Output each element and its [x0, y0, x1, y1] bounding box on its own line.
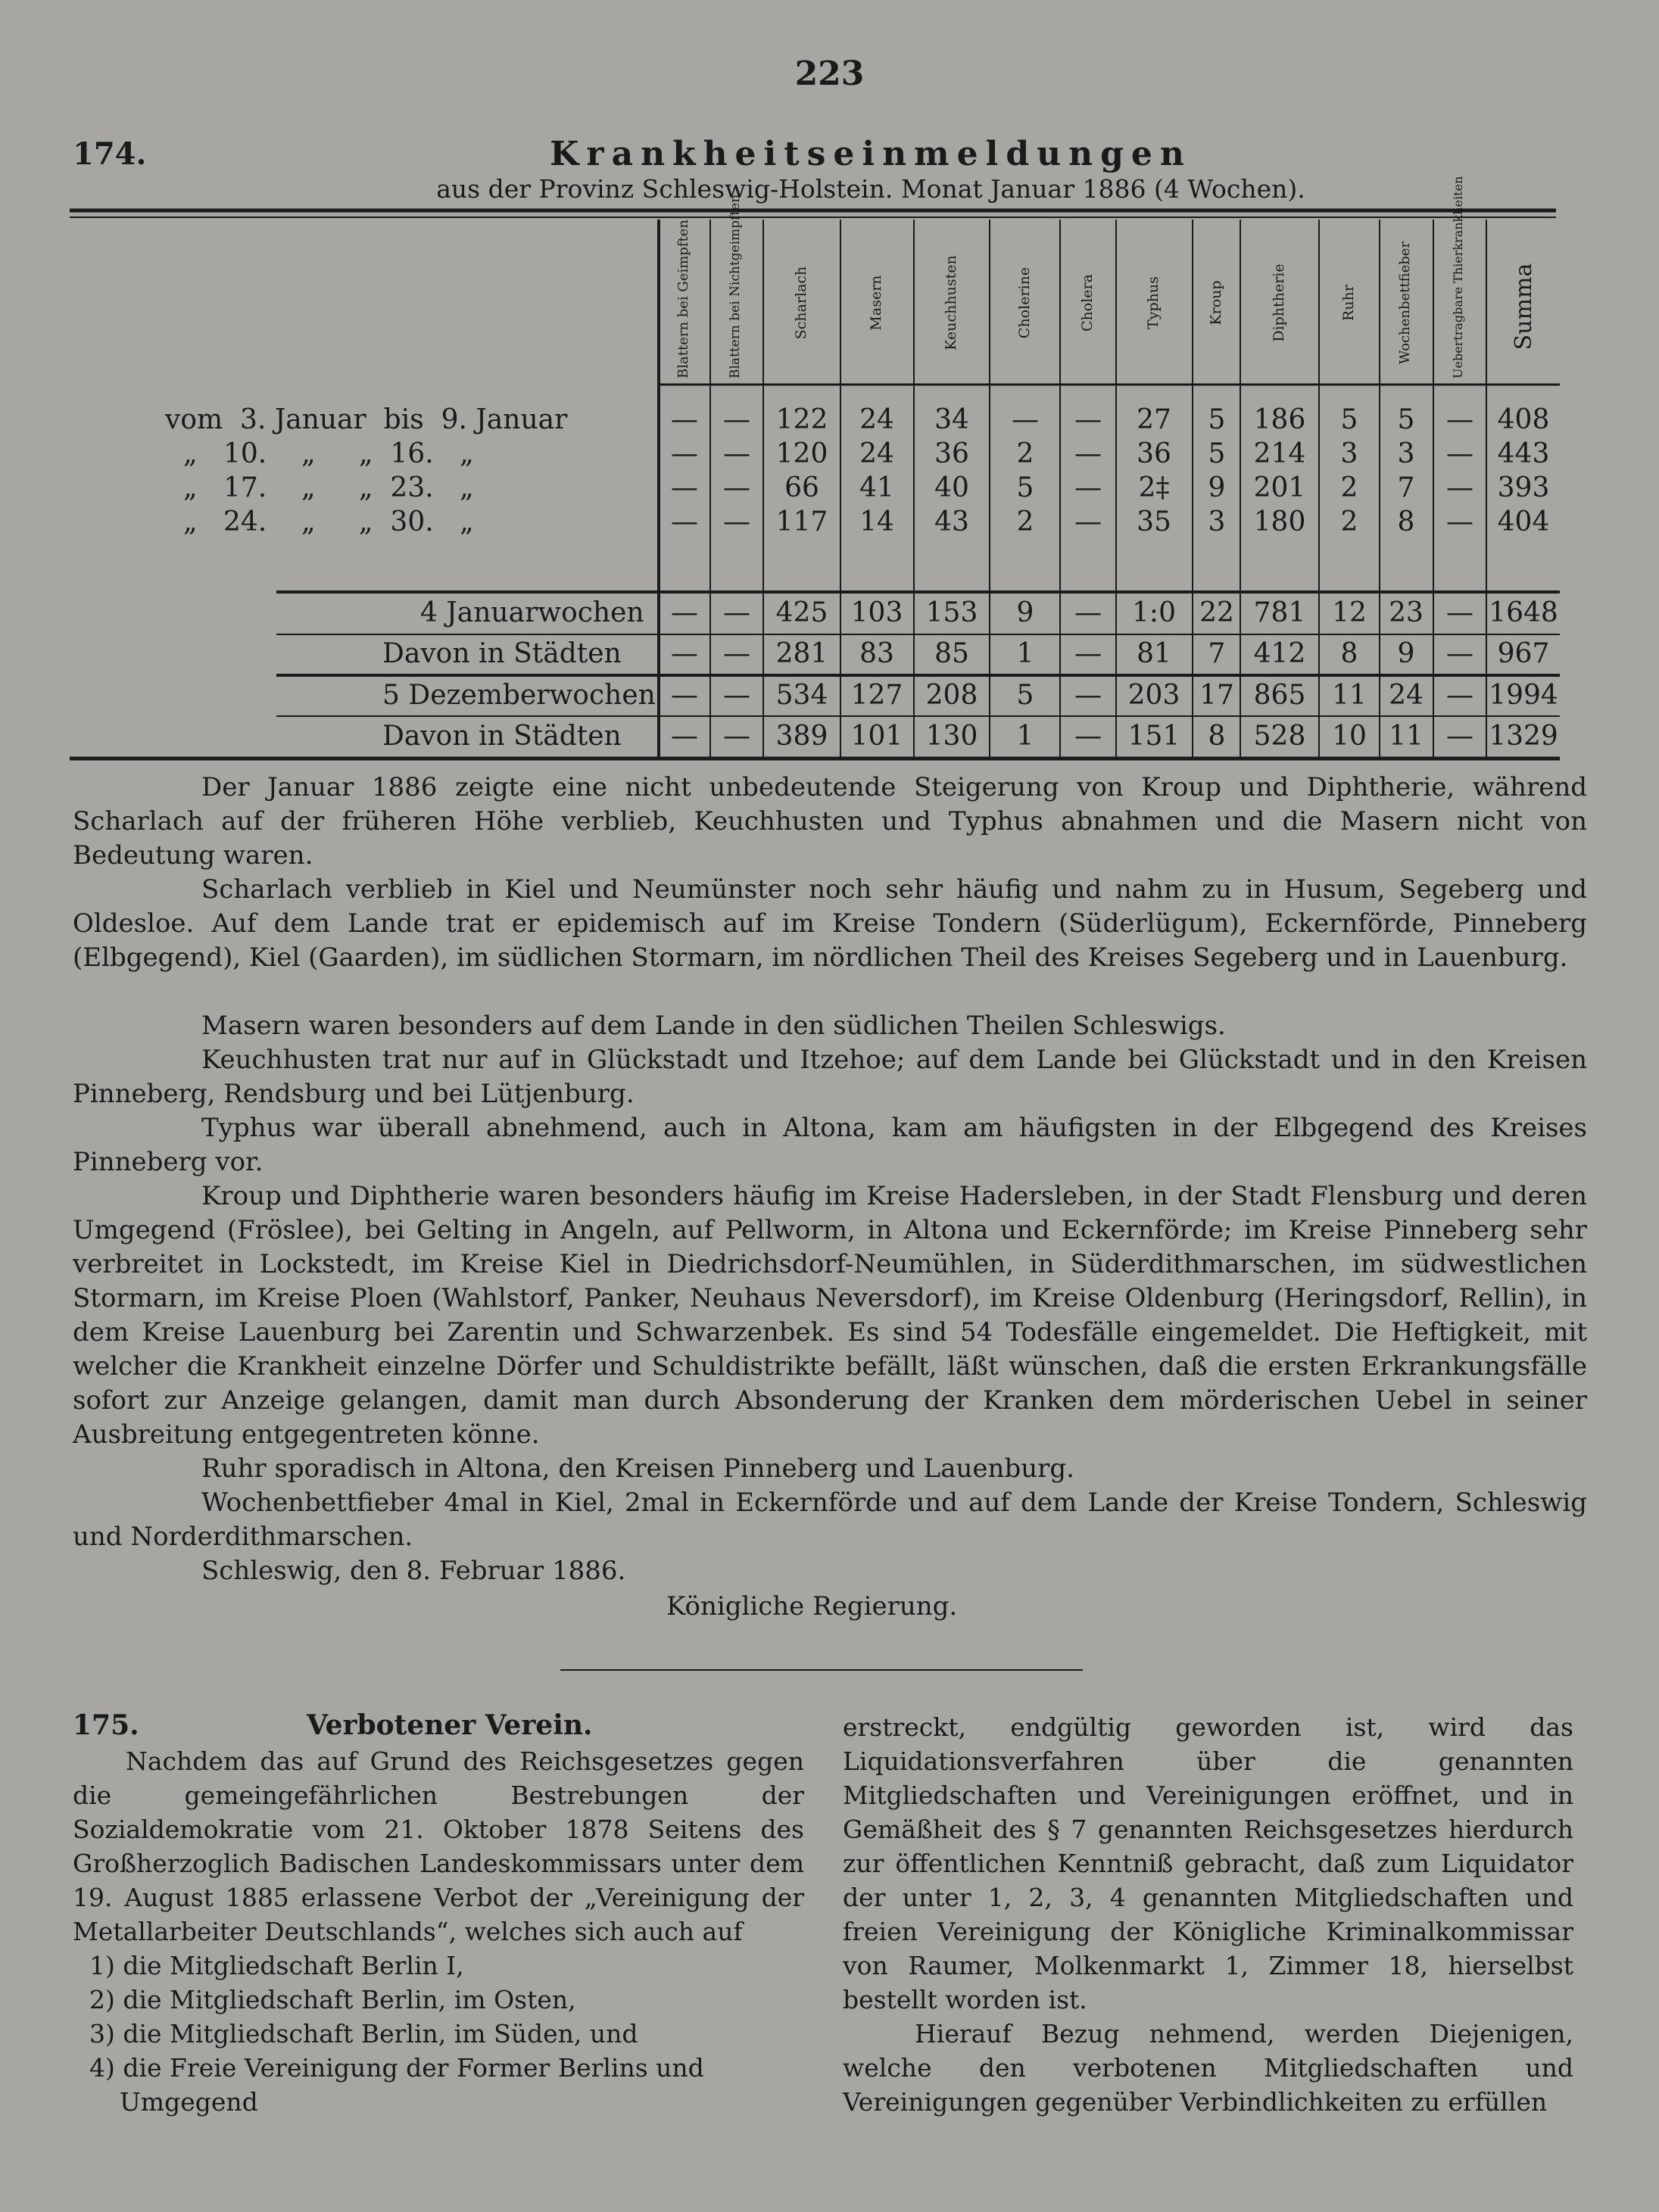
- table-cell: 2‡: [1138, 472, 1170, 503]
- table-cell: 17: [1199, 680, 1234, 711]
- list-item: 2) die Mitgliedschaft Berlin, im Osten,: [89, 1985, 576, 2014]
- table-cell: —: [1074, 506, 1102, 537]
- table-cell: 7: [1208, 638, 1226, 669]
- table-cell: —: [723, 721, 750, 752]
- table-cell: —: [1074, 404, 1102, 435]
- section-number-175: 175.: [73, 1709, 139, 1741]
- table-cell: 214: [1253, 438, 1306, 469]
- table-cell: 5: [1016, 680, 1034, 711]
- table-cell: 9: [1397, 638, 1415, 669]
- section-title-175: Verbotener Verein.: [307, 1709, 593, 1741]
- signature: Königliche Regierung.: [666, 1591, 958, 1622]
- section175-left-text: Nachdem das auf Grund des Reichsgesetzes gegen die gemeingefährlichen Bestrebungen der Sozialdemokratie vom 21. Oktober 1878 Seitens des Großherzoglich Badischen Landeskommissars unter dem 19. August 1885 erlassene Verbot der „Vereinigung der Metallarbeiter Deutschlands“, welches sich auch auf: [73, 1746, 804, 1946]
- col-head-blattern-nichtgeimpft: Blattern bei Nichtgeimpften: [728, 194, 743, 379]
- table-cell: 122: [775, 404, 828, 435]
- table-cell: —: [1446, 597, 1473, 628]
- table-cell: 101: [850, 721, 903, 752]
- table-cell: 3: [1397, 438, 1415, 469]
- table-cell: 43: [934, 506, 969, 537]
- col-head-kroup: Kroup: [1208, 280, 1224, 326]
- table-cell: —: [1074, 472, 1102, 503]
- table-cell: 5: [1208, 438, 1226, 469]
- table-cell: —: [723, 438, 750, 469]
- table-cell: 208: [925, 680, 978, 711]
- row-label-januarwochen: 4 Januarwochen: [420, 597, 644, 628]
- table-cell: 408: [1497, 404, 1550, 435]
- paragraph-ruhr: Ruhr sporadisch in Altona, den Kreisen Pinneberg und Lauenburg.: [201, 1453, 1074, 1484]
- table-cell: 1:0: [1132, 597, 1176, 628]
- table-cell: 281: [775, 638, 828, 669]
- col-head-scharlach: Scharlach: [793, 266, 809, 340]
- table-cell: —: [723, 506, 750, 537]
- row-label-week-4: „ 24. „ „ 30. „: [183, 506, 474, 537]
- table-cell: 117: [775, 506, 828, 537]
- table-cell: —: [1446, 404, 1473, 435]
- table-cell: 5: [1016, 472, 1034, 503]
- table-cell: 865: [1253, 680, 1306, 711]
- table-cell: 389: [775, 721, 828, 752]
- table-cell: 8: [1397, 506, 1415, 537]
- row-label-dezember-staedte: Davon in Städten: [382, 721, 622, 752]
- section-title-174: Krankheitseinmeldungen: [550, 135, 1192, 173]
- table-cell: 404: [1497, 506, 1550, 537]
- section175-right-text-1: erstreckt, endgültig geworden ist, wird das Liquidationsverfahren über die genannten Mitgliedschaften und Vereinigungen eröffnet, und in Gemäßheit des § 7 genannten Reichsgesetzes hierdurch zur öffentlichen Kenntniß gebracht, daß zum Liquidator der unter 1, 2, 3, 4 genannten Mitgliedschaften und freien Vereinigung der Königliche Kriminalkommissar von Raumer, Molkenmarkt 1, Zimmer 18, hierselbst bestellt worden ist.: [843, 1712, 1573, 2014]
- table-cell: 9: [1208, 472, 1226, 503]
- table-cell: 393: [1497, 472, 1550, 503]
- table-cell: 534: [775, 680, 828, 711]
- table-cell: 1994: [1489, 680, 1558, 711]
- table-cell: —: [1074, 438, 1102, 469]
- table-cell: 81: [1137, 638, 1171, 669]
- table-cell: 24: [859, 404, 894, 435]
- disease-table: [0, 0, 1659, 765]
- table-cell: —: [1446, 506, 1473, 537]
- table-cell: 425: [775, 597, 828, 628]
- list-item: 4) die Freie Vereinigung der Former Berlins und Umgegend: [89, 2053, 704, 2117]
- table-cell: —: [671, 597, 698, 628]
- table-cell: —: [1074, 638, 1102, 669]
- row-label-januar-staedte: Davon in Städten: [382, 638, 622, 669]
- col-head-masern: Masern: [868, 275, 884, 331]
- table-cell: 528: [1253, 721, 1306, 752]
- col-head-blattern-geimpft: Blattern bei Geimpften: [675, 220, 691, 379]
- table-cell: 5: [1340, 404, 1358, 435]
- table-cell: 967: [1497, 638, 1550, 669]
- table-cell: 130: [925, 721, 978, 752]
- table-cell: 1329: [1489, 721, 1558, 752]
- table-cell: —: [1446, 472, 1473, 503]
- table-cell: 7: [1397, 472, 1415, 503]
- paragraph-intro: Der Januar 1886 zeigte eine nicht unbedeutende Steigerung von Kroup und Diphtherie, während Scharlach auf der früheren Höhe verblieb, Keuchhusten und Typhus abnahmen und die Masern nicht von Bedeutung waren.: [73, 772, 1587, 871]
- section175-right-text-2: Hierauf Bezug nehmend, werden Diejenigen, welche den verbotenen Mitgliedschaften und Vereinigungen gegenüber Verbindlichkeiten zu erfüllen: [843, 2019, 1573, 2117]
- table-cell: 2: [1016, 438, 1034, 469]
- row-label-week-2: „ 10. „ „ 16. „: [183, 438, 474, 469]
- table-cell: 186: [1253, 404, 1306, 435]
- paragraph-masern: Masern waren besonders auf dem Lande in den südlichen Theilen Schleswigs.: [201, 1011, 1226, 1041]
- table-cell: 5: [1208, 404, 1226, 435]
- section-number-174: 174.: [73, 136, 147, 172]
- table-cell: 11: [1389, 721, 1424, 752]
- paragraph-wochenbettfieber: Wochenbettfieber 4mal in Kiel, 2mal in Eckernförde und auf dem Lande der Kreise Tondern, Schleswig und Norderdithmarschen.: [73, 1488, 1587, 1552]
- table-cell: —: [671, 472, 698, 503]
- table-cell: —: [671, 404, 698, 435]
- table-cell: 36: [934, 438, 969, 469]
- table-cell: —: [1074, 597, 1102, 628]
- table-cell: —: [1446, 721, 1473, 752]
- table-cell: —: [1446, 638, 1473, 669]
- table-cell: 40: [934, 472, 969, 503]
- table-cell: 2: [1340, 472, 1358, 503]
- table-cell: 22: [1199, 597, 1234, 628]
- table-cell: 153: [925, 597, 978, 628]
- table-cell: —: [1446, 680, 1473, 711]
- table-cell: —: [671, 438, 698, 469]
- table-cell: 12: [1332, 597, 1367, 628]
- col-head-wochenbettfieber: Wochenbettfieber: [1397, 241, 1413, 365]
- table-cell: —: [1446, 438, 1473, 469]
- table-cell: 9: [1016, 597, 1034, 628]
- col-head-cholera: Cholera: [1079, 274, 1096, 332]
- table-cell: 151: [1127, 721, 1180, 752]
- table-cell: 8: [1340, 638, 1358, 669]
- table-cell: 2: [1340, 506, 1358, 537]
- table-cell: 41: [859, 472, 894, 503]
- table-cell: —: [671, 680, 698, 711]
- table-cell: 2: [1016, 506, 1034, 537]
- list-item: 3) die Mitgliedschaft Berlin, im Süden, und: [89, 2019, 638, 2048]
- table-cell: —: [671, 721, 698, 752]
- table-cell: 10: [1332, 721, 1367, 752]
- table-cell: 3: [1340, 438, 1358, 469]
- table-cell: 8: [1208, 721, 1226, 752]
- col-head-keuchhusten: Keuchhusten: [943, 255, 959, 350]
- table-cell: —: [723, 472, 750, 503]
- table-cell: —: [1074, 721, 1102, 752]
- table-cell: 1648: [1489, 597, 1558, 628]
- table-cell: —: [1074, 680, 1102, 711]
- col-head-typhus: Typhus: [1145, 276, 1162, 329]
- table-cell: —: [723, 638, 750, 669]
- table-cell: 201: [1253, 472, 1306, 503]
- table-cell: 35: [1137, 506, 1171, 537]
- row-label-dezemberwochen: 5 Dezemberwochen: [382, 680, 656, 711]
- table-cell: 443: [1497, 438, 1550, 469]
- table-cell: 1: [1016, 638, 1034, 669]
- table-cell: 66: [784, 472, 819, 503]
- row-label-week-3: „ 17. „ „ 23. „: [183, 472, 474, 503]
- place-date: Schleswig, den 8. Februar 1886.: [201, 1556, 626, 1586]
- table-cell: 103: [850, 597, 903, 628]
- col-head-diphtherie: Diphtherie: [1271, 263, 1287, 342]
- paragraph-keuchhusten: Keuchhusten trat nur auf in Glückstadt und Itzehoe; auf dem Lande bei Glückstadt und in den Kreisen Pinneberg, Rendsburg und bei Lütjenburg.: [73, 1045, 1587, 1109]
- col-head-thierkrankheiten: Uebertragbare Thierkrankheiten: [1451, 176, 1465, 379]
- section-divider: [560, 1669, 1083, 1671]
- table-cell: —: [723, 597, 750, 628]
- table-cell: 781: [1253, 597, 1306, 628]
- table-cell: 180: [1253, 506, 1306, 537]
- table-cell: 27: [1137, 404, 1171, 435]
- table-cell: 83: [859, 638, 894, 669]
- col-head-cholerine: Cholerine: [1016, 266, 1033, 339]
- table-cell: —: [671, 506, 698, 537]
- table-cell: 120: [775, 438, 828, 469]
- col-head-ruhr: Ruhr: [1340, 285, 1357, 321]
- table-cell: 5: [1397, 404, 1415, 435]
- paragraph-scharlach: Scharlach verblieb in Kiel und Neumünster noch sehr häufig und nahm zu in Husum, Segeberg und Oldesloe. Auf dem Lande trat er epidemisch auf im Kreise Tondern (Süderlügum), Eckernförde, Pinneberg (Elbgegend), Kiel (Gaarden), im südlichen Stormarn, im nördlichen Theil des Kreises Segeberg und in Lauenburg.: [73, 874, 1587, 973]
- paragraph-typhus: Typhus war überall abnehmend, auch in Altona, kam am häufigsten in der Elbgegend des Kreises Pinneberg vor.: [73, 1113, 1587, 1177]
- table-cell: 203: [1127, 680, 1180, 711]
- table-cell: 85: [934, 638, 969, 669]
- table-cell: 1: [1016, 721, 1034, 752]
- table-cell: 3: [1208, 506, 1226, 537]
- table-cell: 24: [1389, 680, 1424, 711]
- page-number: 223: [794, 55, 865, 93]
- table-cell: 127: [850, 680, 903, 711]
- table-cell: 412: [1253, 638, 1306, 669]
- table-cell: 14: [859, 506, 894, 537]
- table-cell: —: [723, 404, 750, 435]
- table-cell: 24: [859, 438, 894, 469]
- col-head-summa: Summa: [1511, 263, 1537, 350]
- table-cell: 34: [934, 404, 969, 435]
- table-cell: 36: [1137, 438, 1171, 469]
- table-cell: —: [1012, 404, 1039, 435]
- table-cell: 11: [1332, 680, 1367, 711]
- table-cell: 23: [1389, 597, 1424, 628]
- paragraph-kroup-diphtherie: Kroup und Diphtherie waren besonders häufig im Kreise Hadersleben, in der Stadt Flensburg und deren Umgegend (Fröslee), bei Gelting in Angeln, auf Pellworm, in Altona und Eckernförde; im Kreise Pinneberg sehr verbreitet in Lockstedt, im Kreise Kiel in Diedrichsdorf-Neumühlen, in Süderdithmarschen, im südwestlichen Stormarn, im Kreise Ploen (Wahlstorf, Panker, Neuhaus Neversdorf), im Kreise Oldenburg (Heringsdorf, Rellin), in dem Kreise Lauenburg bei Zarentin und Schwarzenbek. Es sind 54 Todesfälle eingemeldet. Die Heftigkeit, mit welcher die Krankheit einzelne Dörfer und Schuldistrikte befällt, läßt wünschen, daß die ersten Erkrankungsfälle sofort zur Anzeige gelangen, damit man durch Absonderung der Kranken dem mörderischen Uebel in seiner Ausbreitung entgegentreten könne.: [73, 1181, 1587, 1450]
- section-subtitle-174: aus der Provinz Schleswig-Holstein. Monat Januar 1886 (4 Wochen).: [436, 174, 1305, 204]
- table-cell: —: [723, 680, 750, 711]
- row-label-week-1: vom 3. Januar bis 9. Januar: [165, 404, 568, 435]
- list-item: 1) die Mitgliedschaft Berlin I,: [89, 1951, 464, 1980]
- table-cell: —: [671, 638, 698, 669]
